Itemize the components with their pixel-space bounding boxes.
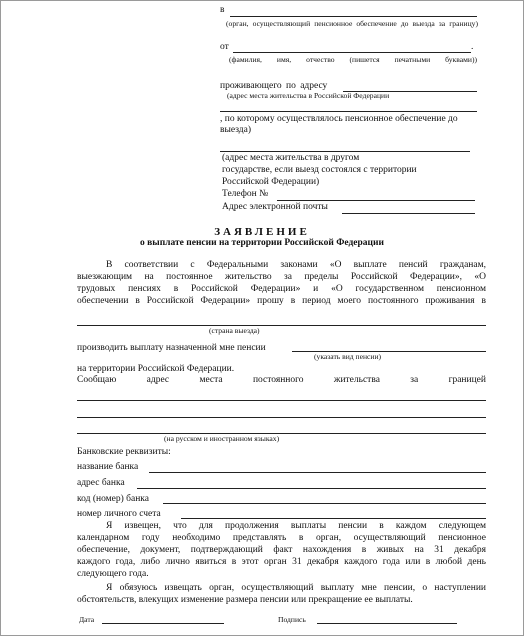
para1-line-3: трудовых пенсиях в Российской Федерации» и «О государственном пенсионном <box>77 284 486 294</box>
abroad-address-field-2[interactable] <box>77 417 486 418</box>
report-word: границей <box>448 375 486 385</box>
report-word: за <box>410 375 419 385</box>
document-subtitle: о выплате пенсии на территории Российской Федерации <box>140 238 384 248</box>
bank-title: Банковские реквизиты: <box>77 447 171 457</box>
email-label: Адрес электронной почты <box>222 202 328 212</box>
para1-line-2: выезжающим на постоянное жительство за пределы Российской Федерации», «О <box>77 272 486 282</box>
para1-line-4: обеспечении в Российской Федерации» прошу в период моего постоянного проживания в <box>77 296 486 306</box>
abroad-address-field-3[interactable] <box>77 433 486 434</box>
date-line[interactable] <box>102 623 224 624</box>
abroad-hint-1: (адрес места жительства в другом <box>222 153 360 163</box>
from-label: от <box>220 42 229 52</box>
address-hint-cont: , по которому осуществлялось пенсионное обеспечение до выезда) <box>220 114 458 136</box>
abroad-hint-3: Российской Федерации) <box>222 177 320 187</box>
signature-label: Подпись <box>278 615 306 624</box>
name-hint: (фамилия, имя, отчество (пишется печатными буквами)) <box>229 55 477 64</box>
bank-code-line[interactable] <box>163 503 486 504</box>
report-line <box>77 375 486 386</box>
abroad-hint-2: государстве, если выезд состоялся с территории <box>222 165 417 175</box>
pay-label: производить выплату назначенной мне пенсии <box>77 343 266 353</box>
phone-line[interactable] <box>277 200 475 201</box>
email-line[interactable] <box>342 213 475 214</box>
para2-line-2: календарном году необходимо представлять в орган, осуществляющий пенсионное <box>77 533 486 543</box>
to-label: в <box>220 5 225 15</box>
language-hint: (на русском и иностранном языках) <box>164 434 280 443</box>
para2-line-4: каждого года, либо лично явиться в этот орган 31 декабря каждого года или в любой день <box>77 557 486 567</box>
signature-line[interactable] <box>317 623 457 624</box>
account-line[interactable] <box>181 518 486 519</box>
from-end: . <box>471 42 474 52</box>
bank-name-line[interactable] <box>149 472 486 473</box>
para1-line-1: В соответствии с Федеральными законами «О выплате пенсий гражданам, <box>106 260 486 270</box>
territory-text: на территории Российской Федерации. <box>77 364 235 374</box>
report-word: жительства <box>333 375 380 385</box>
country-line[interactable] <box>77 325 486 326</box>
para2-end: следующего года. <box>77 569 149 579</box>
bank-name-label: название банка <box>77 462 139 472</box>
para2-line-1: Я извещен, что для продолжения выплаты пенсии в каждом следующем <box>106 521 486 531</box>
bank-code-label: код (номер) банка <box>77 494 149 504</box>
org-hint: (орган, осуществляющий пенсионное обеспечение до выезда за границу) <box>226 19 478 28</box>
abroad-address-field-1[interactable] <box>77 400 486 401</box>
para3-end: обстоятельств, влекущих изменение размера пенсии или прекращение ее выплаты. <box>77 595 413 605</box>
country-hint: (страна выезда) <box>209 326 260 335</box>
phone-label: Телефон № <box>222 189 269 199</box>
date-label: Дата <box>79 615 95 624</box>
name-line[interactable] <box>233 52 471 53</box>
bank-address-label: адрес банка <box>77 478 125 488</box>
address-hint: (адрес места жительства в Российской Федерации <box>227 91 390 100</box>
report-word: Сообщаю <box>77 375 117 385</box>
para2-line-3: обеспечение, документ, подтверждающий факт нахождения в живых на 31 декабря <box>77 545 486 555</box>
residing-label: проживающего по адресу <box>220 81 328 91</box>
bank-address-line[interactable] <box>137 488 486 489</box>
document-title: ЗАЯВЛЕНИЕ <box>214 226 310 238</box>
account-label: номер личного счета <box>77 509 161 519</box>
address-line-2[interactable] <box>220 111 477 112</box>
pension-hint: (указать вид пенсии) <box>314 352 382 361</box>
report-word: постоянного <box>252 375 304 385</box>
para3-line-1: Я обязуюсь извещать орган, осуществляющий выплату мне пенсии, о наступлении <box>106 583 486 593</box>
abroad-address-line[interactable] <box>220 151 470 152</box>
report-word: адрес <box>146 375 170 385</box>
report-word: места <box>199 375 223 385</box>
